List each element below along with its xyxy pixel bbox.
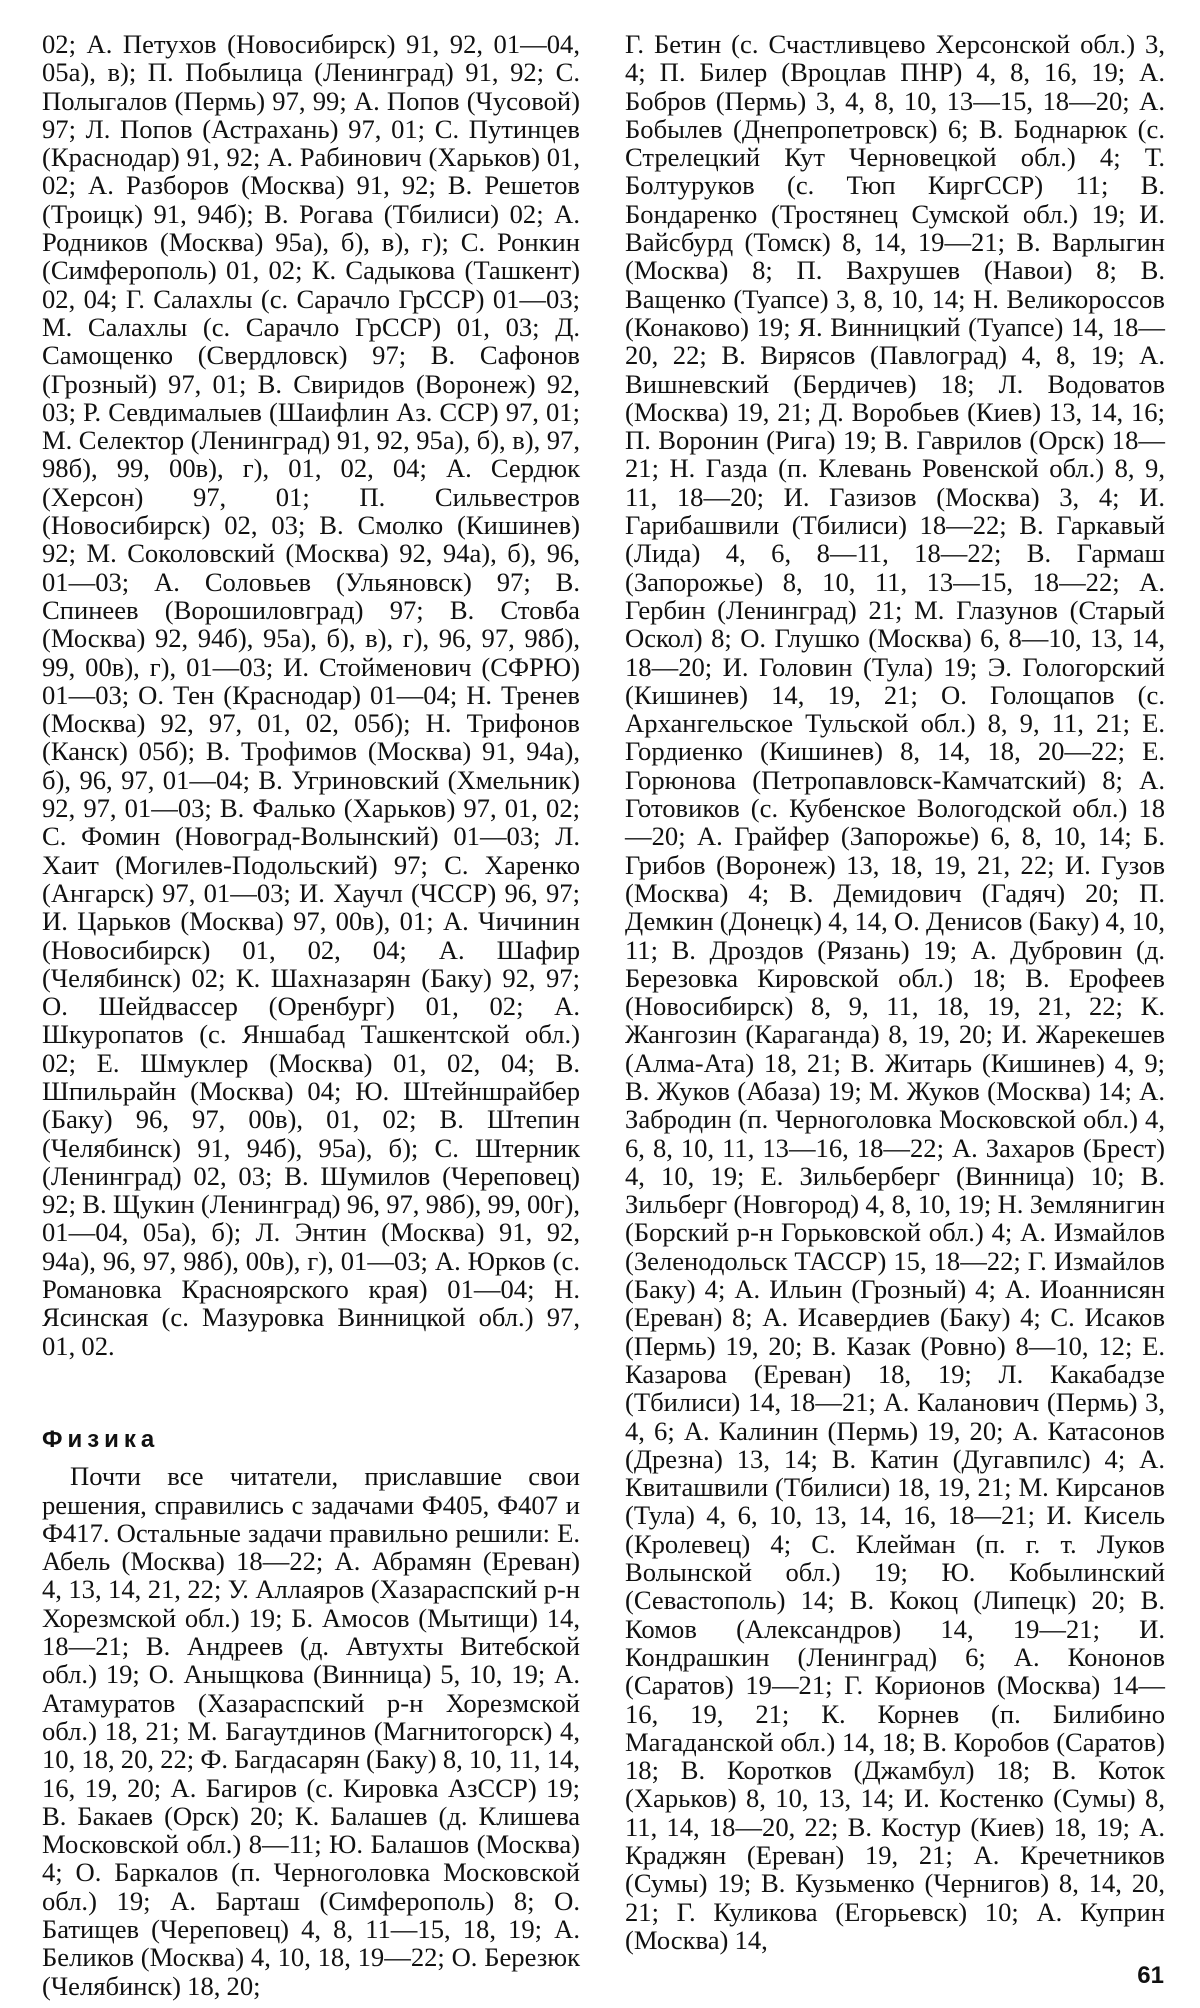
section-title-physics: Физика (42, 1425, 160, 1453)
page-number: 61 (1137, 1962, 1164, 1989)
left-column (42, 30, 580, 2000)
physics-solvers-list: Г. Бетин (с. Счастливцево Херсонской обл.) 3, 4; П. Билер (Вроцлав ПНР) 4, 8, 16, 19; А. Бобров (Пермь) 3, 4, 8, 10, 13—15, 18—20; А. Бобылев (Днепропетровск) 6; В. Боднарюк (с. Стрелецкий Кут Черновецкой обл.) 4; Т. Болтуруков (с. Тюп КиргССР) 11; В. Бондаренко (Тростянец Сумской обл.) 19; И. Вайсбурд (Томск) 8, 14, 19—21; В. Варлыгин (Москва) 8; П. Вахрушев (Навои) 8; В. Ващенко (Туапсе) 3, 8, 10, 14; Н. Великороссов (Конаково) 19; Я. Винницкий (Туапсе) 14, 18—20, 22; В. Вирясов (Павлоград) 4, 8, 19; А. Вишневский (Бердичев) 18; Л. Водоватов (Москва) 19, 21; Д. Воробьев (Киев) 13, 14, 16; П. Воронин (Рига) 19; В. Гаврилов (Орск) 18—21; Н. Газда (п. Клевань Ровенской обл.) 8, 9, 11, 18—20; И. Газизов (Москва) 3, 4; И. Гарибашвили (Тбилиси) 18—22; В. Гаркавый (Лида) 4, 6, 8—11, 18—22; В. Гармаш (Запорожье) 8, 10, 11, 13—15, 18—22; А. Гербин (Ленинград) 21; М. Глазунов (Старый Оскол) 8; О. Глушко (Москва) 6, 8—10, 13, 14, 18—20; И. Головин (Тула) 19; Э. Гологорский (Кишинев) 14, 19, 21; О. Голощапов (с. Архангельское Тульской обл.) 8, 9, 11, 21; Е. Гордиенко (Кишинев) 8, 14, 18, 20—22; Е. Горюнова (Петропавловск-Камчатский) 8; А. Готовиков (с. Кубенское Вологодской обл.) 18—20; А. Грайфер (Запорожье) 6, 8, 10, 14; Б. Грибов (Воронеж) 13, 18, 19, 21, 22; И. Гузов (Москва) 4; В. Демидович (Гадяч) 20; П. Демкин (Донецк) 4, 14, О. Денисов (Баку) 4, 10, 11; В. Дроздов (Рязань) 19; А. Дубровин (д. Березовка Кировской обл.) 18; В. Ерофеев (Новосибирск) 8, 9, 11, 18, 19, 21, 22; К. Жангозин (Караганда) 8, 19, 20; И. Жарекешев (Алма-Ата) 18, 21; В. Житарь (Кишинев) 4, 9; В. Жуков (Абаза) 19; М. Жуков (Москва) 14; А. Забродин (п. Черноголовка Московской обл.) 4, 6, 8, 10, 11, 13—16, 18—22; А. Захаров (Брест) 4, 10, 19; Е. Зильберберг (Винница) 10; В. Зильберг (Новгород) 4, 8, 10, 19; Н. Землянигин (Борский р-н Горьковской обл.) 4; А. Измайлов (Зеленодольск ТАССР) 15, 18—22; Г. Измайлов (Баку) 4; А. Ильин (Грозный) 4; А. Иоаннисян (Ереван) 8; А. Исавердиев (Баку) 4; С. Исаков (Пермь) 19, 20; В. Казак (Ровно) 8—10, 12; Е. Казарова (Ереван) 18, 19; Л. Какабадзе (Тбилиси) 14, 18—21; А. Каланович (Пермь) 3, 4, 6; А. Калинин (Пермь) 19, 20; А. Катасонов (Дрезна) 13, 14; В. Катин (Дугавпилс) 4; А. Квиташвили (Тбилиси) 18, 19, 21; М. Кирсанов (Тула) 4, 6, 10, 13, 14, 16, 18—21; И. Кисель (Кролевец) 4; С. Клейман (п. г. т. Луков Волынской обл.) 19; Ю. Кобылинский (Севастополь) 14; В. Кокоц (Липецк) 20; В. Комов (Александров) 14, 19—21; И. Кондрашкин (Ленинград) 6; А. Кононов (Саратов) 19—21; Г. Корионов (Москва) 14—16, 19, 21; К. Корнев (п. Билибино Магаданской обл.) 14, 18; В. Коробов (Саратов) 18; В. Коротков (Джамбул) 18; В. Коток (Харьков) 8, 10, 13, 14; И. Костенко (Сумы) 8, 11, 14, 18—20, 22; В. Костур (Киев) 18, 19; А. Краджян (Ереван) 19, 21; А. Кречетников (Сумы) 19; В. Кузьменко (Чернигов) 8, 14, 20, 21; Г. Куликова (Егорьевск) 10; А. Куприн (Москва) 14, (625, 29, 1165, 1955)
solvers-list-continuation: 02; А. Петухов (Новосибирск) 91, 92, 01—04, 05а), в); П. Побылица (Ленинград) 91, 92; С. Полыгалов (Пермь) 97, 99; А. Попов (Чусовой) 97; Л. Попов (Астрахань) 97, 01; С. Путинцев (Краснодар) 91, 92; А. Рабинович (Харьков) 01, 02; А. Разборов (Москва) 91, 92; В. Решетов (Троицк) 91, 94б); В. Рогава (Тбилиси) 02; А. Родников (Москва) 95а), б), в), г); С. Ронкин (Симферополь) 01, 02; К. Садыкова (Ташкент) 02, 04; Г. Салахлы (с. Сарачло ГрССР) 01—03; М. Салахлы (с. Сарачло ГрССР) 01, 03; Д. Самощенко (Свердловск) 97; В. Сафонов (Грозный) 97, 01; В. Свиридов (Воронеж) 92, 03; Р. Севдималыев (Шаифлин Аз. ССР) 97, 01; М. Селектор (Ленинград) 91, 92, 95а), б), в), 97, 98б), 99, 00в), г), 01, 02, 04; А. Сердюк (Херсон) 97, 01; П. Сильвестров (Новосибирск) 02, 03; В. Смолко (Кишинев) 92; М. Соколовский (Москва) 92, 94а), б), 96, 01—03; А. Соловьев (Ульяновск) 97; В. Спинеев (Ворошиловград) 97; В. Стовба (Москва) 92, 94б), 95а), б), в), г), 96, 97, 98б), 99, 00в), г), 01—03; И. Стойменович (СФРЮ) 01—03; О. Тен (Краснодар) 01—04; Н. Тренев (Москва) 92, 97, 01, 02, 05б); Н. Трифонов (Канск) 05б); В. Трофимов (Москва) 91, 94а), б), 96, 97, 01—04; В. Угриновский (Хмельник) 92, 97, 01—03; В. Фалько (Харьков) 97, 01, 02; С. Фомин (Новоград-Волынский) 01—03; Л. Хаит (Могилев-Подольский) 97; С. Харенко (Ангарск) 97, 01—03; И. Хаучл (ЧССР) 96, 97; И. Царьков (Москва) 97, 00в), 01; А. Чичинин (Новосибирск) 01, 02, 04; А. Шафир (Челябинск) 02; К. Шахназарян (Баку) 92, 97; О. Шейдвассер (Оренбург) 01, 02; А. Шкуропатов (с. Яншабад Ташкентской обл.) 02; Е. Шмуклер (Москва) 01, 02, 04; В. Шпильрайн (Москва) 04; Ю. Штейншрайбер (Баку) 96, 97, 00в), 01, 02; В. Штепин (Челябинск) 91, 94б), 95а), б); С. Штерник (Ленинград) 02, 03; В. Шумилов (Череповец) 92; В. Щукин (Ленинград) 96, 97, 98б), 99, 00г), 01—04, 05а), б); Л. Энтин (Москва) 91, 92, 94а), 96, 97, 98б), 00в), г), 01—03; А. Юрков (с. Романовка Красноярского края) 01—04; Н. Ясинская (с. Мазуровка Винницкой обл.) 97, 01, 02. (42, 29, 580, 1361)
right-column (625, 30, 1165, 1954)
physics-solvers-intro: Почти все читатели, приславшие свои решения, справились с задачами Ф405, Ф407 и Ф417. Остальные задачи правильно решили: Е. Абель (Москва) 18—22; А. Абрамян (Ереван) 4, 13, 14, 21, 22; У. Аллаяров (Хазараспский р-н Хорезмской обл.) 19; Б. Амосов (Мытищи) 14, 18—21; В. Андреев (д. Автухты Витебской обл.) 19; О. Аныщкова (Винница) 5, 10, 19; А. Атамуратов (Хазараспский р-н Хорезмской обл.) 18, 21; М. Багаутдинов (Магнитогорск) 4, 10, 18, 20, 22; Ф. Багдасарян (Баку) 8, 10, 11, 14, 16, 19, 20; А. Багиров (с. Кировка АзССР) 19; В. Бакаев (Орск) 20; К. Балашев (д. Клишева Московской обл.) 8—11; Ю. Балашов (Москва) 4; О. Баркалов (п. Черноголовка Московской обл.) 19; А. Барташ (Симферополь) 8; О. Батищев (Череповец) 4, 8, 11—15, 18, 19; А. Беликов (Москва) 4, 10, 18, 19—22; О. Березюк (Челябинск) 18, 20; (42, 1461, 580, 2001)
